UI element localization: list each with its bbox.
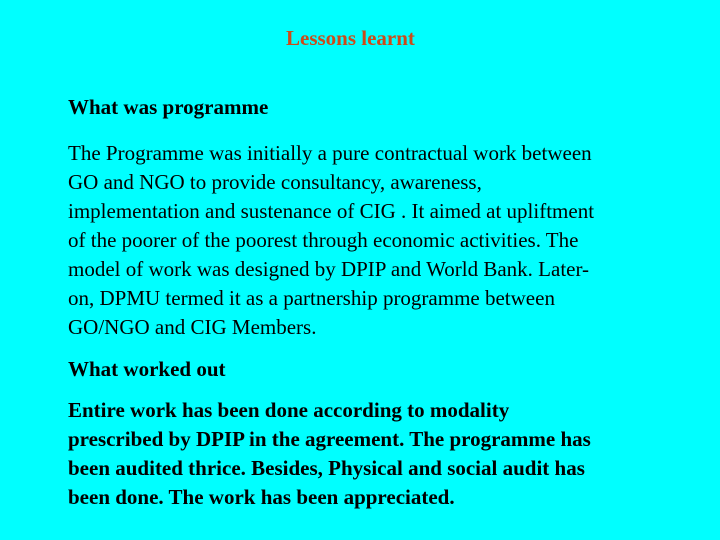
slide-title: Lessons learnt: [286, 26, 415, 50]
text-line: GO/NGO and CIG Members.: [68, 315, 317, 339]
text-line: GO and NGO to provide consultancy, awareness,: [68, 170, 482, 194]
section-body-what-was-programme: [68, 139, 708, 342]
text-line: prescribed by DPIP in the agreement. The programme has: [68, 427, 591, 451]
text-line: been done. The work has been appreciated.: [68, 485, 455, 509]
text-line: Entire work has been done according to modality: [68, 398, 510, 422]
section-heading-what-worked-out: What worked out: [68, 357, 226, 381]
section-heading-what-was-programme: What was programme: [68, 95, 269, 119]
text-line: on, DPMU termed it as a partnership programme between: [68, 286, 555, 310]
section-body-what-worked-out: [68, 396, 708, 512]
text-line: The Programme was initially a pure contractual work between: [68, 141, 592, 165]
text-line: of the poorer of the poorest through economic activities. The: [68, 228, 579, 252]
text-line: model of work was designed by DPIP and World Bank. Later-: [68, 257, 590, 281]
text-line: been audited thrice. Besides, Physical and social audit has: [68, 456, 585, 480]
text-line: implementation and sustenance of CIG . It aimed at upliftment: [68, 199, 595, 223]
